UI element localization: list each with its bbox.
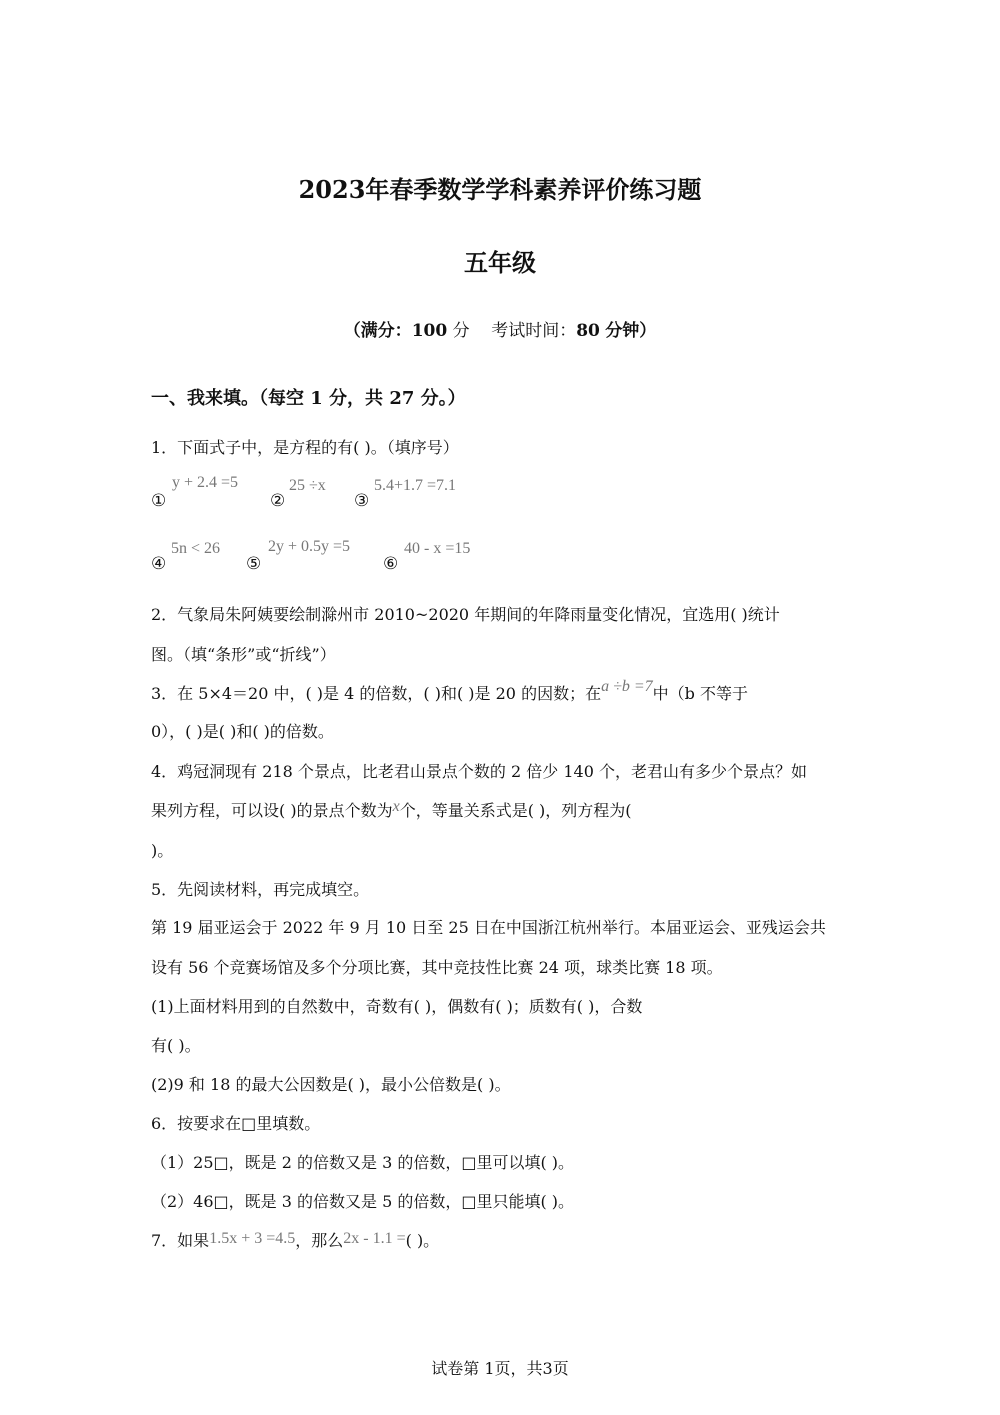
q6-intro: 6．按要求在□里填数。 — [151, 1114, 321, 1133]
q7-expr: 1.5x + 3 =4.5 — [209, 1230, 296, 1247]
section-heading: 一、我来填。（每空 1 分，共 27 分。） — [151, 388, 466, 409]
q1-option-expr: y + 2.4 =5 — [172, 474, 239, 491]
q5-material: 设有 56 个竞赛场馆及多个分项比赛，其中竞技性比赛 24 项，球类比赛 18 项。 — [151, 958, 723, 977]
q3-line — [151, 678, 748, 706]
q7-text: 7．如果 — [151, 1231, 210, 1250]
q4-text: 果列方程，可以设( )的景点个数为 — [151, 801, 393, 820]
q1-option-expr: 40 - x =15 — [404, 540, 471, 557]
q3-expr: a ÷b =7 — [601, 678, 653, 695]
time-label: 考试时间： — [491, 321, 577, 341]
time-value: 80 — [576, 321, 600, 341]
q1-option-label: ⑤ — [246, 554, 262, 574]
q1-option-label: ② — [270, 491, 286, 511]
q1-text: 1．下面式子中，是方程的有( )。（填序号） — [151, 438, 459, 457]
q7-text: ( )。 — [405, 1231, 440, 1250]
q5-part: 有( )。 — [151, 1036, 201, 1055]
q3-text: 3．在 5×4＝20 中，( )是 4 的倍数，( )和( )是 20 的因数；在 — [151, 684, 602, 703]
exam-meta — [0, 316, 1000, 341]
q5-part: (2)9 和 18 的最大公因数是( )，最小公倍数是( )。 — [151, 1075, 511, 1094]
score-value: 100 — [411, 321, 448, 341]
q4-expr: x — [392, 798, 400, 815]
q6-part: （2）46□，既是 3 的倍数又是 5 的倍数，□里只能填( )。 — [151, 1192, 575, 1211]
q3-line: 0），( )是( )和( )的倍数。 — [151, 722, 334, 741]
q1-option-label: ③ — [354, 491, 370, 511]
grade-title: 五年级 — [464, 248, 536, 277]
q4-line — [151, 800, 632, 823]
q4-text: 个，等量关系式是( )，列方程为( — [399, 801, 632, 820]
q6-part: （1）25□，既是 2 的倍数又是 3 的倍数，□里可以填( )。 — [151, 1153, 575, 1172]
q5-material: 第 19 届亚运会于 2022 年 9 月 10 日至 25 日在中国浙江杭州举行。本届亚运会、亚残运会共 — [151, 918, 826, 937]
q2-line: 图。（填“条形”或“折线”） — [151, 645, 336, 664]
q2-line: 2．气象局朱阿姨要绘制滁州市 2010~2020 年期间的年降雨量变化情况，宜选用( )统计 — [151, 605, 780, 624]
score-label: （满分： — [343, 321, 412, 341]
q1-option-label: ① — [151, 491, 167, 511]
q1-option-expr: 25 ÷x — [289, 477, 326, 494]
score-unit: 分 — [452, 321, 470, 341]
q5-part: (1)上面材料用到的自然数中，奇数有( )，偶数有( )；质数有( )，合数 — [151, 997, 643, 1016]
q3-text: 中（b 不等于 — [652, 684, 748, 703]
q1-option-expr: 5n < 26 — [171, 540, 221, 557]
q7-expr: 2x - 1.1 = — [343, 1230, 406, 1247]
q4-line: 4．鸡冠洞现有 218 个景点，比老君山景点个数的 2 倍少 140 个，老君山有多少个景点？如 — [151, 762, 807, 781]
page-footer: 试卷第 1页，共3页 — [431, 1359, 569, 1378]
q1-option-label: ⑥ — [383, 554, 399, 574]
q5-intro: 5．先阅读材料，再完成填空。 — [151, 880, 370, 899]
q1-option-label: ④ — [151, 554, 167, 574]
q4-line: )。 — [151, 841, 174, 860]
q7-line — [151, 1230, 439, 1253]
q7-text: ，那么 — [295, 1231, 344, 1250]
q1-option-expr: 2y + 0.5y =5 — [268, 538, 351, 555]
q1-option-expr: 5.4+1.7 =7.1 — [374, 477, 457, 494]
time-unit: 分钟） — [605, 321, 657, 341]
exam-title: 2023年春季数学学科素养评价练习题 — [298, 175, 702, 204]
